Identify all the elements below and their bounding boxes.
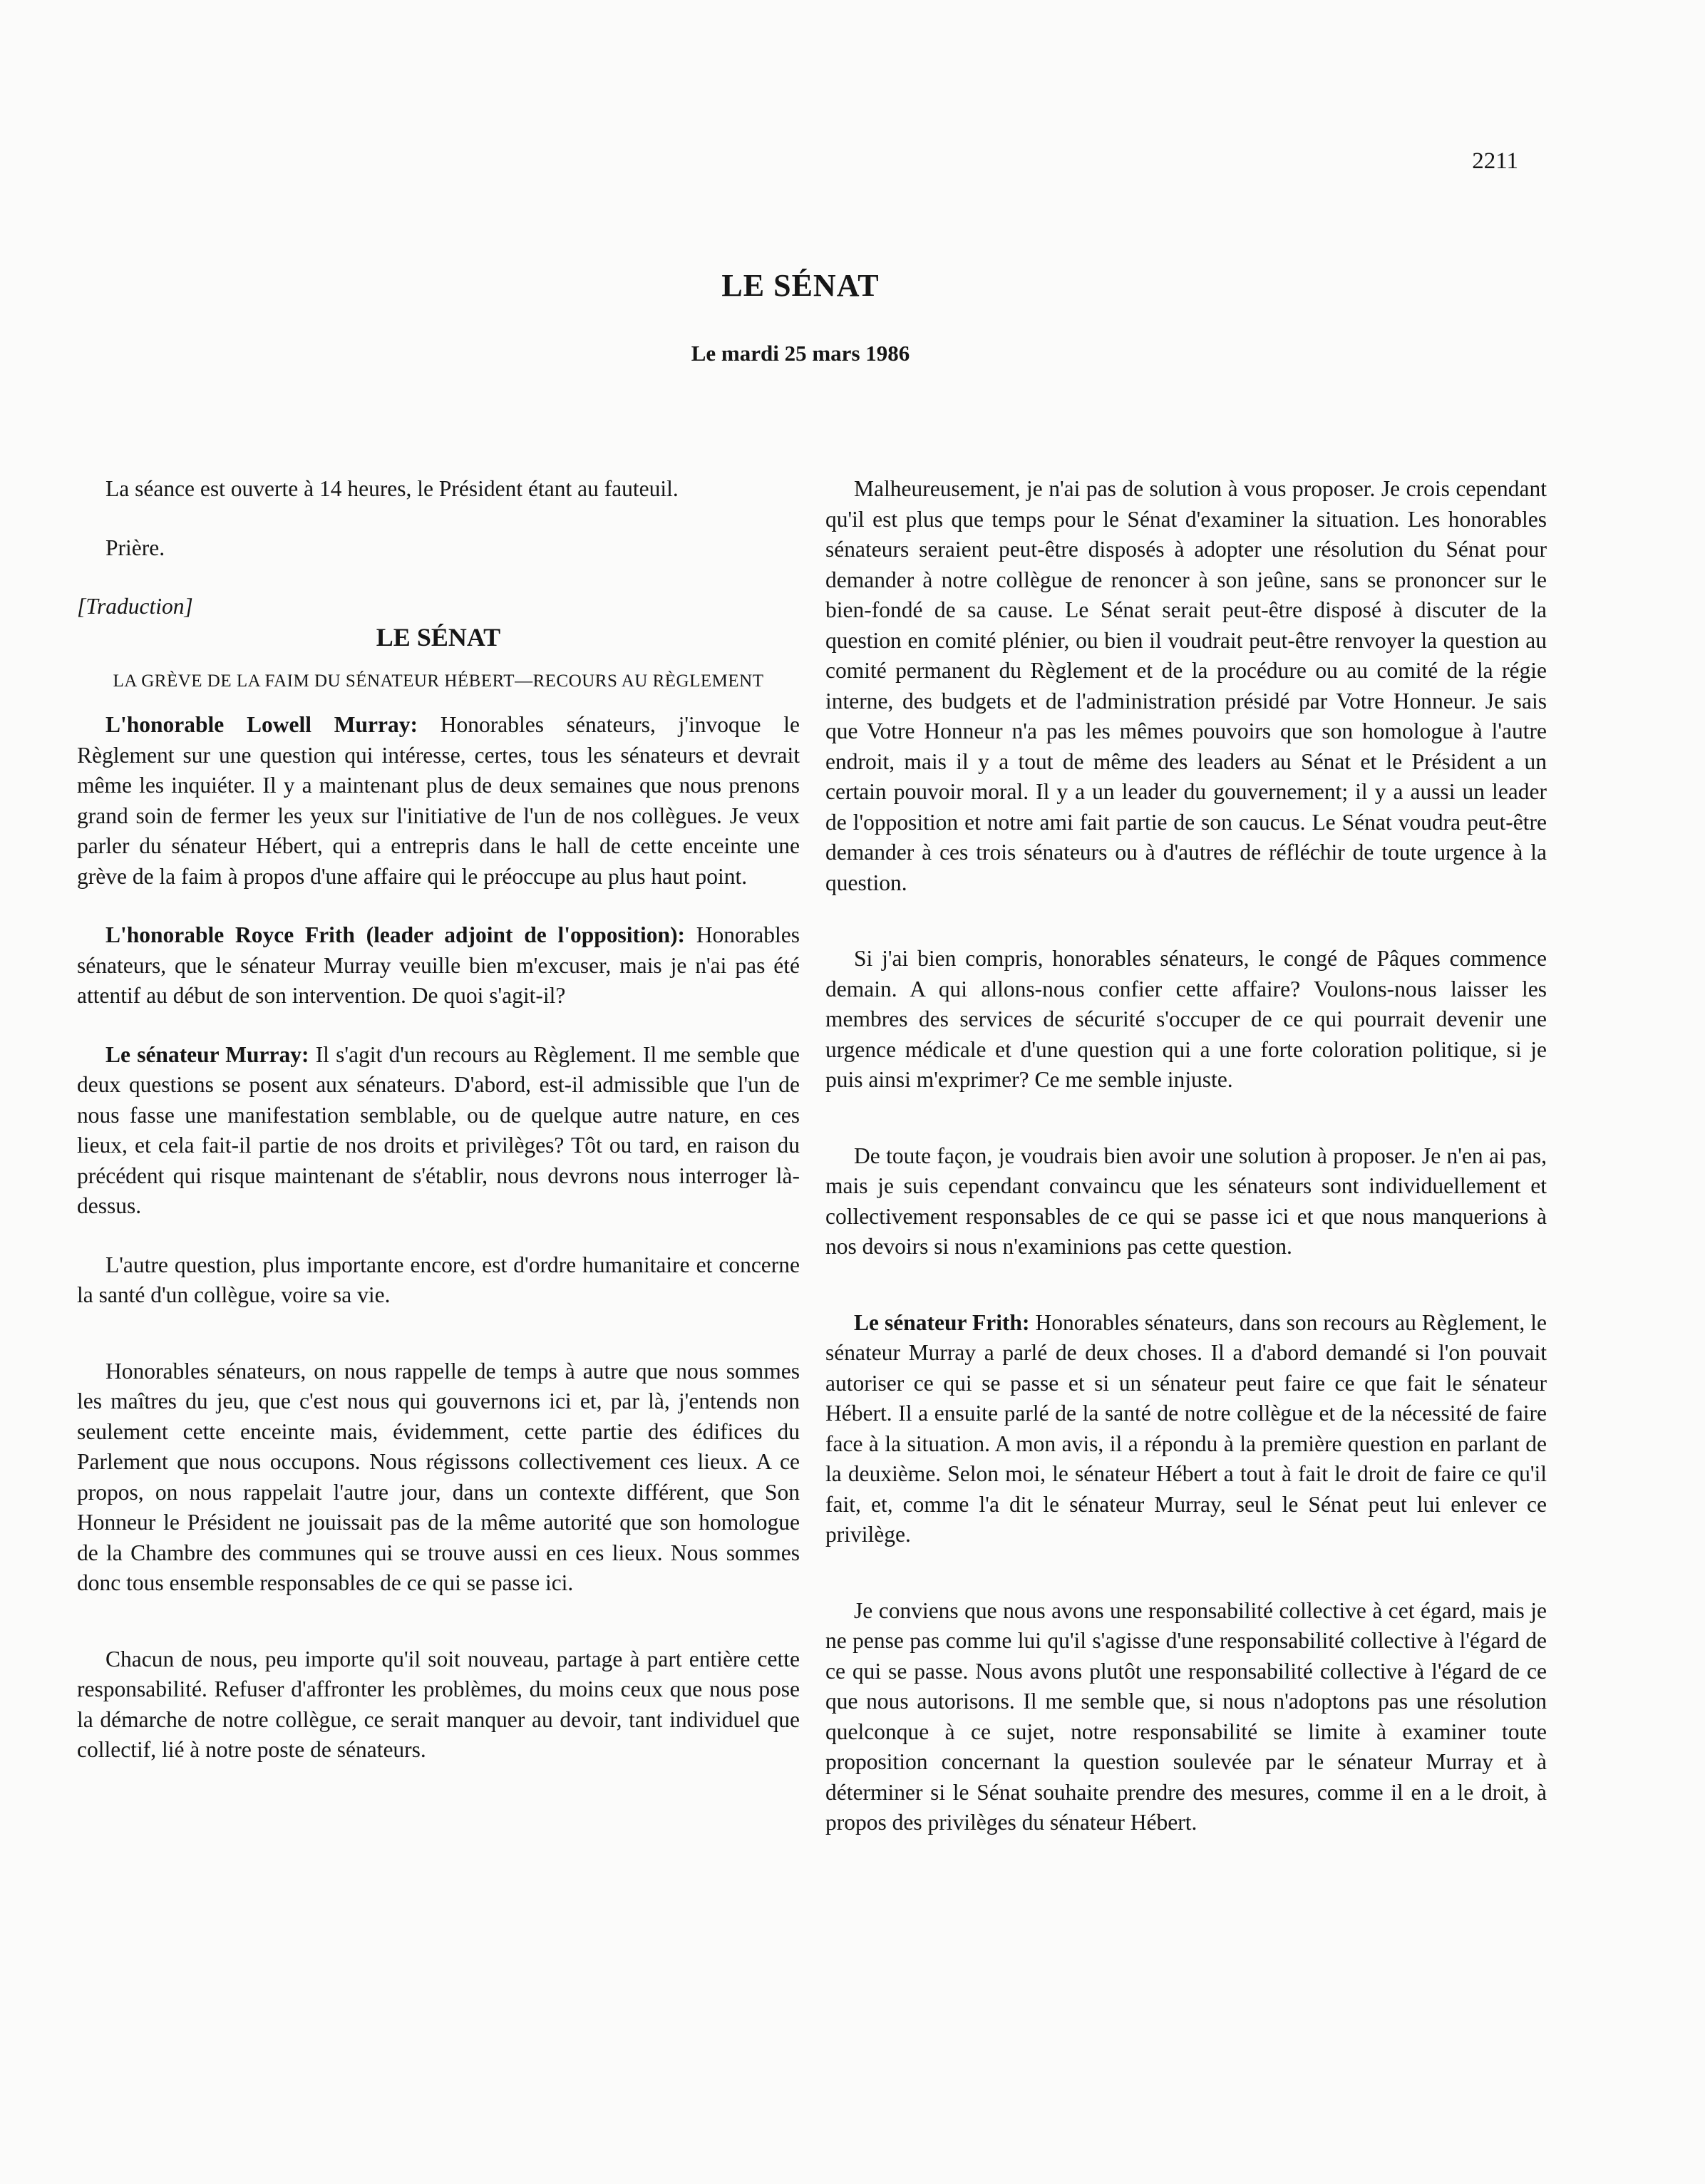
- page-title: LE SÉNAT: [721, 268, 880, 303]
- prayer-line: Prière.: [105, 535, 165, 560]
- section-subtitle: LA GRÈVE DE LA FAIM DU SÉNATEUR HÉBERT—RECOURS AU RÈGLEMENT: [113, 671, 764, 691]
- speech-text: Honorables sénateurs, j'invoque le Règlement sur une question qui intéresse, certes, tous les sénateurs et devrait même les inquiéter. Il y a maintenant plus de deux semaines que nous prenons grand soin de fermer les yeux sur l'initiative de l'un de nos collègues. Je veux parler du sénateur Hébert, qui a entrepris dans le hall de cette enceinte une grève de la faim à propos d'une affaire qui le préoccupe au plus haut point.: [77, 712, 800, 889]
- opening-paragraph: La séance est ouverte à 14 heures, le Président étant au fauteuil.: [105, 476, 679, 501]
- translation-tag: [Traduction]: [77, 594, 193, 619]
- speech-text: Honorables sénateurs, que le sénateur Murray veuille bien m'excuser, mais je n'ai pas été attentif au début de son intervention. De quoi s'agit-il?: [77, 922, 800, 1008]
- speaker-name: Le sénateur Murray:: [105, 1041, 309, 1067]
- speaker-name: L'honorable Royce Frith (leader adjoint de l'opposition):: [105, 922, 686, 947]
- paragraph: De toute façon, je voudrais bien avoir une solution à proposer. Je n'en ai pas, mais je suis cependant convaincu que les sénateurs sont individuellement et collectivement responsables de ce qui se passe ici et que nous manquerions à nos devoirs si nous n'examinions pas cette question.: [825, 1143, 1547, 1259]
- speech-murray-2: [77, 1040, 800, 1222]
- sitting-date: Le mardi 25 mars 1986: [691, 341, 910, 366]
- speaker-name: L'honorable Lowell Murray:: [105, 712, 418, 737]
- speaker-name: Le sénateur Frith:: [854, 1309, 1030, 1335]
- paragraph: Chacun de nous, peu importe qu'il soit nouveau, partage à part entière cette responsabilité. Refuser d'affronter les problèmes, du moins ceux que nous pose la démarche de notre collègue, ce serait manquer au devoir, tant individuel que collectif, lié à notre poste de sénateurs.: [77, 1646, 800, 1762]
- speech-frith-2: [825, 1308, 1547, 1550]
- paragraph: Malheureusement, je n'ai pas de solution à vous proposer. Je crois cependant qu'il est plus que temps pour le Sénat d'examiner la situation. Les honorables sénateurs seraient peut-être disposés à adopter une résolution du Sénat pour demander à notre collègue de renoncer à son jeûne, sans se prononcer sur le bien-fondé de sa cause. Le Sénat serait peut-être disposé à discuter de la question en comité plénier, ou bien il voudrait peut-être renvoyer la question au comité permanent du Règlement et de la procédure ou au comité de la régie interne, des budgets et de l'administration présidé par Votre Honneur. Je sais que Votre Honneur n'a pas les mêmes pouvoirs que son homologue à l'autre endroit, mais il y a tout de même des leaders au Sénat et le Président a un certain pouvoir moral. Il y a un leader du gouvernement; il y a aussi un leader de l'opposition et notre ami fait partie de son caucus. Le Sénat voudra peut-être demander à ces trois sénateurs ou à d'autres de réfléchir de toute urgence à la question.: [825, 476, 1547, 895]
- speech-murray-1: [77, 710, 800, 892]
- speech-frith-1: [77, 920, 800, 1011]
- paragraph: L'autre question, plus importante encore, est d'ordre humanitaire et concerne la santé d'un collègue, voire sa vie.: [77, 1252, 800, 1307]
- page-number: 2211: [1472, 148, 1518, 174]
- paragraph: Honorables sénateurs, on nous rappelle de temps à autre que nous sommes les maîtres du jeu, que c'est nous qui gouvernons ici et, par là, j'entends non seulement cette enceinte mais, évidemment, cette partie des édifices du Parlement que nous occupons. Nous régissons collectivement ces lieux. A ce propos, on nous rappelait l'autre jour, dans un contexte différent, que Son Honneur le Président ne jouissait pas de la même autorité que son homologue de la Chambre des communes qui se trouve aussi en ces lieux. Nous sommes donc tous ensemble responsables de ce qui se passe ici.: [77, 1358, 800, 1595]
- left-column: [77, 474, 800, 1766]
- paragraph: Je conviens que nous avons une responsabilité collective à cet égard, mais je ne pense pas comme lui qu'il s'agisse d'une responsabilité collective à l'égard de ce qui se passe. Nous avons plutôt une responsabilité collective à l'égard de ce que nous autorisons. Il me semble que, si nous n'adoptons pas une résolution quelconque à ce sujet, notre responsabilité se limite à examiner toute proposition concernant la question soulevée par le sénateur Murray et à déterminer si le Sénat souhaite prendre des mesures, comme il en a le droit, à propos des privilèges du sénateur Hébert.: [825, 1597, 1547, 1835]
- speech-text: Honorables sénateurs, dans son recours au Règlement, le sénateur Murray a parlé de deux choses. Il a d'abord demandé si l'on pouvait autoriser ce qui se passe et si un sénateur peut faire ce que fait le sénateur Hébert. Il a ensuite parlé de la santé de notre collègue et de la nécessité de faire face à la situation. A mon avis, il a répondu à la première question en parlant de la deuxième. Selon moi, le sénateur Hébert a tout à fait le droit de faire ce qu'il fait, et, comme l'a dit le sénateur Murray, seul le Sénat peut lui enlever ce privilège.: [825, 1309, 1547, 1547]
- paragraph: Si j'ai bien compris, honorables sénateurs, le congé de Pâques commence demain. A qui allons-nous confier cette affaire? Voulons-nous laisser les membres des services de sécurité s'occuper de ce qui pourrait devenir une urgence médicale et d'une question qui a une forte coloration politique, si je puis ainsi m'exprimer? Ce me semble injuste.: [825, 946, 1547, 1092]
- section-title: LE SÉNAT: [376, 622, 501, 651]
- speech-text: Il s'agit d'un recours au Règlement. Il me semble que deux questions se posent aux sénateurs. D'abord, est-il admissible que l'un de nous fasse une manifestation semblable, ou de quelque autre nature, en ces lieux, et cela fait-il partie de nos droits et privilèges? Tôt ou tard, en raison du précédent qui risque maintenant de s'établir, nous devrons nous interroger là-dessus.: [77, 1041, 800, 1218]
- right-column: [825, 474, 1547, 1838]
